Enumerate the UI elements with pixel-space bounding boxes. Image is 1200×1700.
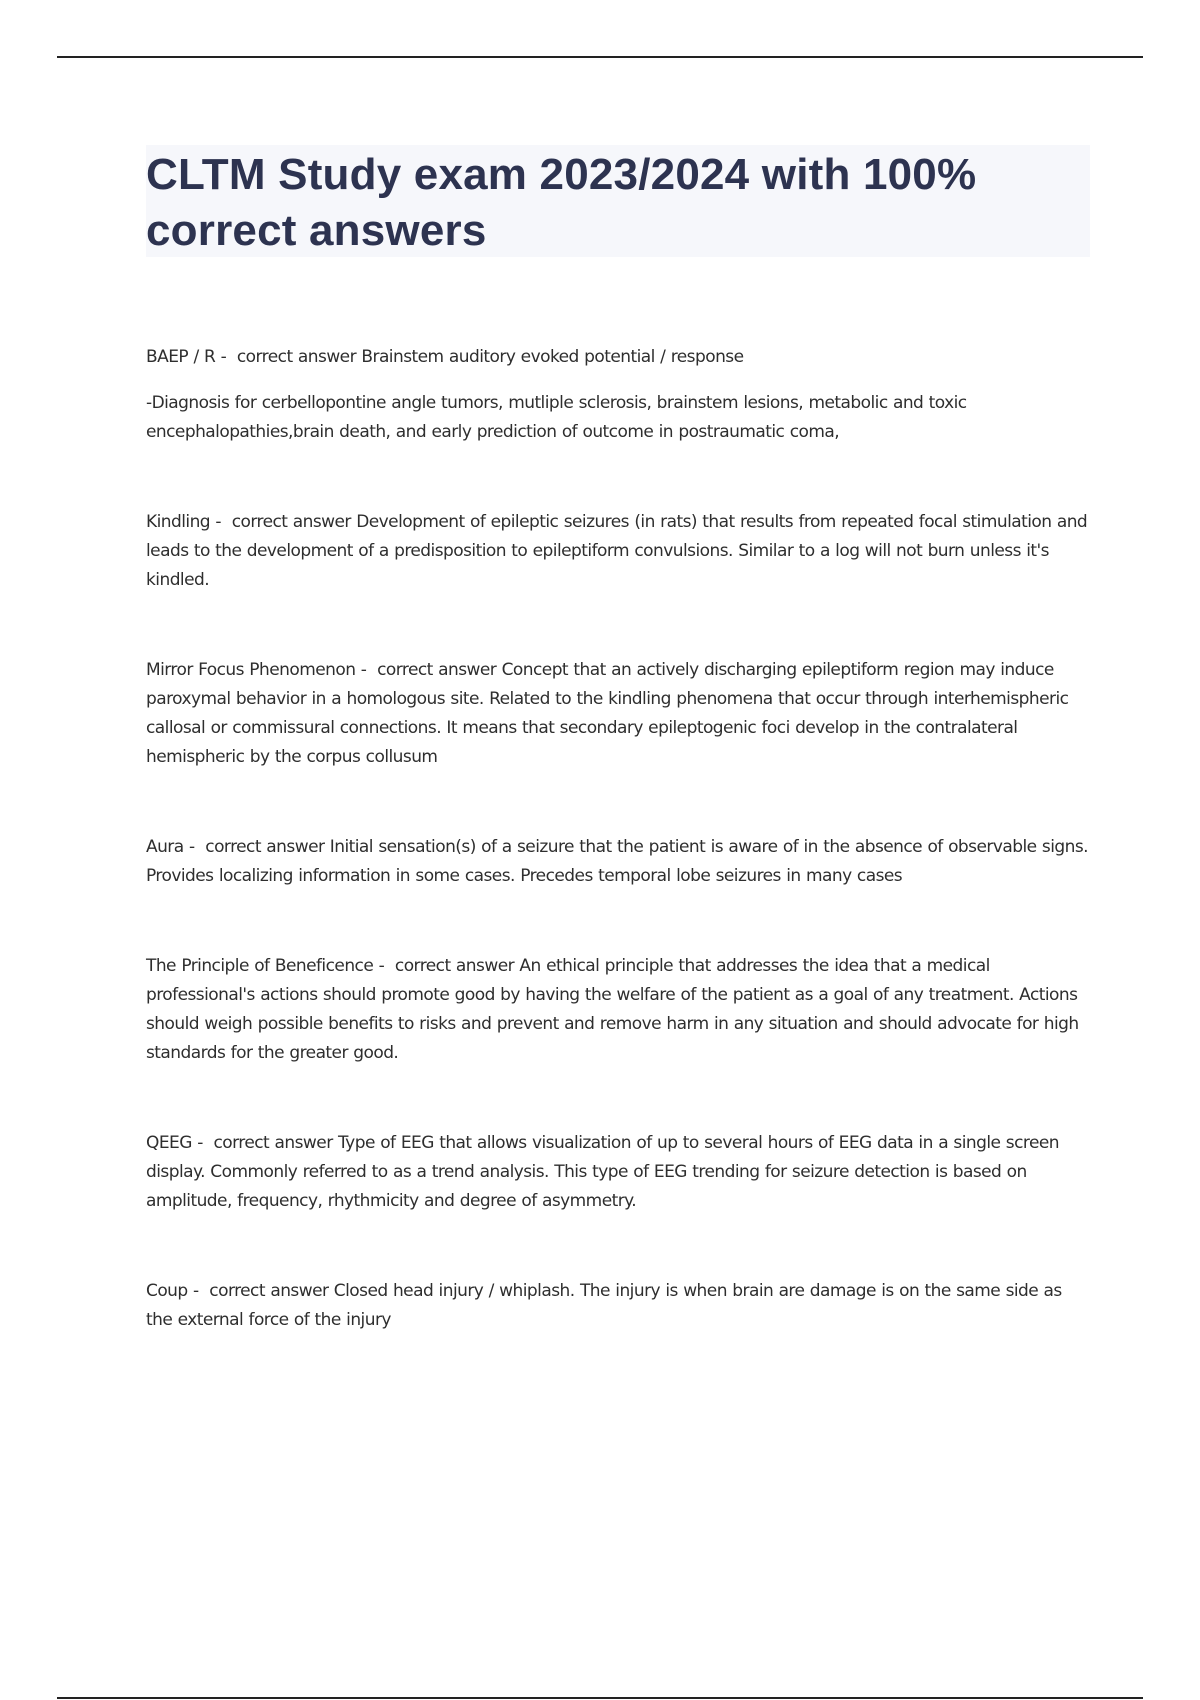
term: QEEG <box>146 1133 192 1153</box>
separator: - <box>210 512 232 532</box>
term: Mirror Focus Phenomenon <box>146 660 356 680</box>
qa-list <box>146 343 1094 1396</box>
answer: An ethical principle that addresses the idea that a medical professional's actions should promote good by having the welfare of the patient as a goal of any treatment. Actions should weigh possible benefits to risks and prevent and remove harm in any situation and should advocate for high standards for the greater good. <box>146 956 1084 1063</box>
top-rule <box>57 56 1143 58</box>
answer: Closed head injury / whiplash. The injury is when brain are damage is on the same side as the external force of the injury <box>146 1281 1068 1330</box>
term: Aura <box>146 837 184 857</box>
qa-entry <box>146 1277 1091 1335</box>
answer-label: correct answer <box>231 512 351 532</box>
qa-entry <box>146 952 1091 1068</box>
qa-entry <box>146 343 1091 447</box>
answer: Type of EEG that allows visualization of up to several hours of EEG data in a single screen display. Commonly referred to as a trend analysis. This type of EEG trending for seizure detection is based on amplitude, frequency, rhythmicity and degree of asymmetry. <box>146 1133 1065 1211</box>
qa-entry <box>146 1129 1091 1216</box>
answer: Development of epileptic seizures (in rats) that results from repeated focal stimulation and leads to the development of a predisposition to epileptiform convulsions. Similar to a log will not burn unless it's kindled. <box>146 512 1093 590</box>
document-title: CLTM Study exam 2023/2024 with 100% correct answers <box>146 150 977 255</box>
term: BAEP / R <box>146 347 216 367</box>
answer-label: correct answer <box>377 660 497 680</box>
answer: Brainstem auditory evoked potential / response <box>361 347 744 367</box>
qa-entry <box>146 656 1091 772</box>
separator: - <box>373 956 395 976</box>
separator: - <box>355 660 378 680</box>
separator: - <box>191 1133 214 1153</box>
qa-text <box>146 656 1091 772</box>
bottom-rule <box>57 1697 1143 1699</box>
qa-extra-text: -Diagnosis for cerbellopontine angle tumors, mutliple sclerosis, brainstem lesions, metabolic and toxic encephalopathies,brain death, and early prediction of outcome in postraumatic coma, <box>146 393 967 442</box>
qa-text <box>146 343 1091 372</box>
term: Coup <box>146 1281 188 1301</box>
qa-text <box>146 952 1091 1068</box>
qa-text <box>146 508 1091 595</box>
answer: Concept that an actively discharging epileptiform region may induce paroxymal behavior in a homologous site. Related to the kindling phenomena that occur through interhemispheric callosal or commissural connections. It means that secondary epileptogenic foci develop in the contralateral hemispheric by the corpus collusum <box>146 660 1074 767</box>
qa-entry <box>146 508 1091 595</box>
qa-text <box>146 1129 1091 1216</box>
term: The Principle of Beneficence <box>146 956 374 976</box>
qa-entry <box>146 833 1094 891</box>
separator: - <box>187 1281 210 1301</box>
term: Kindling <box>146 512 211 532</box>
answer-label: correct answer <box>209 1281 329 1301</box>
answer-label: correct answer <box>213 1133 333 1153</box>
answer: Initial sensation(s) of a seizure that the patient is aware of in the absence of observable signs. Provides localizing information in some cases. Precedes temporal lobe seizures in many cases <box>146 837 1094 886</box>
qa-text <box>146 1277 1091 1335</box>
qa-text <box>146 833 1094 891</box>
separator: - <box>215 347 237 367</box>
answer-label: correct answer <box>394 956 515 976</box>
answer-label: correct answer <box>205 837 325 857</box>
separator: - <box>183 837 206 857</box>
answer-label: correct answer <box>236 347 357 367</box>
